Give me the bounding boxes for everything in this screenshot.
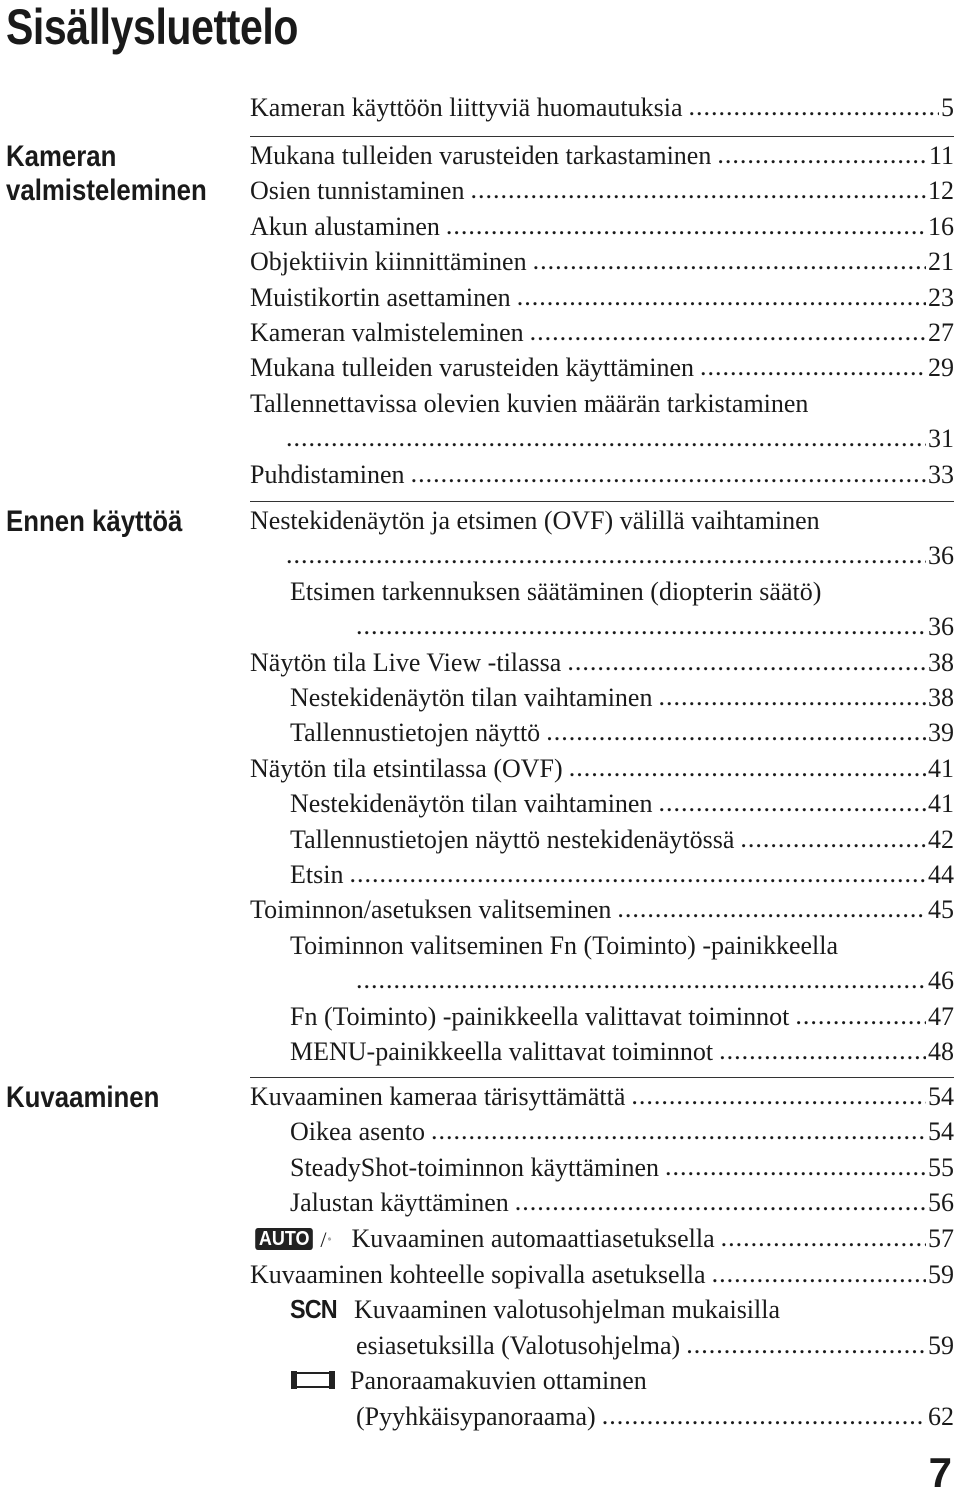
dot-leader — [567, 644, 926, 679]
dot-leader — [795, 998, 926, 1033]
entry-text: Kameran käyttöön liittyviä huomautuksia — [250, 93, 683, 122]
toc-entries — [250, 1079, 954, 1434]
toc-entry[interactable]: Jalustan käyttäminen ..... 56 — [250, 1185, 954, 1220]
flash-off-icon — [328, 1228, 331, 1250]
dot-leader — [431, 1113, 926, 1148]
dot-leader — [631, 1078, 926, 1113]
dot-leader — [286, 537, 926, 572]
scn-icon: SCN — [290, 1294, 337, 1325]
dot-leader — [356, 962, 926, 997]
section-label: Kuvaaminen — [6, 1081, 160, 1114]
dot-leader — [721, 1220, 926, 1255]
toc-entry[interactable]: Etsimen tarkennuksen säätäminen (diopterin säätö) ..... 36 — [250, 574, 954, 645]
dot-leader — [356, 608, 926, 643]
dot-leader — [740, 821, 926, 856]
dot-leader — [349, 856, 926, 891]
toc-entry[interactable]: Osien tunnistaminen ..... 12 — [250, 173, 954, 208]
dot-leader — [530, 314, 926, 349]
dot-leader — [517, 279, 926, 314]
toc-entry[interactable]: Tallennettavissa olevien kuvien määrän tarkistaminen ..... 31 — [250, 386, 954, 457]
toc-entry[interactable]: Kuvaaminen kohteelle sopivalla asetuksella ..... 59 — [250, 1257, 954, 1292]
toc-entry[interactable] — [250, 90, 954, 125]
page-title: Sisällysluettelo — [6, 0, 298, 55]
dot-leader — [411, 456, 926, 491]
dot-leader — [515, 1184, 926, 1219]
toc-entry[interactable]: Etsin ..... 44 — [250, 857, 954, 892]
toc-entry[interactable]: Kameran valmisteleminen ..... 27 — [250, 315, 954, 350]
toc-entry[interactable]: Mukana tulleiden varusteiden tarkastaminen ..... 11 — [250, 138, 954, 173]
toc-entry[interactable]: Tallennustietojen näyttö nestekidenäytössä ..... 42 — [250, 822, 954, 857]
toc-entry[interactable]: Muistikortin asettaminen ..... 23 — [250, 280, 954, 315]
dot-leader — [446, 208, 926, 243]
toc-entry[interactable]: SteadyShot-toiminnon käyttäminen ..... 55 — [250, 1150, 954, 1185]
toc-entry[interactable]: Näytön tila etsintilassa (OVF) ..... 41 — [250, 751, 954, 786]
toc-entry[interactable]: Puhdistaminen ..... 33 — [250, 457, 954, 492]
section-divider — [250, 501, 954, 502]
entry-page: 5 — [941, 93, 954, 122]
toc-entry[interactable]: Kuvaaminen kameraa tärisyttämättä ..... 54 — [250, 1079, 954, 1114]
toc-entry[interactable]: Nestekidenäytön tilan vaihtaminen ..... 41 — [250, 786, 954, 821]
toc-entry[interactable]: Oikea asento ..... 54 — [250, 1114, 954, 1149]
toc-entry[interactable]: Nestekidenäytön tilan vaihtaminen ..... 38 — [250, 680, 954, 715]
dot-leader — [286, 420, 926, 455]
dot-leader — [717, 137, 927, 172]
dot-leader — [719, 1033, 926, 1068]
toc-entry[interactable]: Fn (Toiminto) -painikkeella valittavat toiminnot ..... 47 — [250, 999, 954, 1034]
section-label: Kameran valmisteleminen — [6, 140, 207, 207]
toc-entry[interactable]: Akun alustaminen ..... 16 — [250, 209, 954, 244]
dot-leader — [686, 1327, 926, 1362]
icon-separator: / — [320, 1226, 327, 1252]
toc-entry[interactable]: Näytön tila Live View -tilassa ..... 38 — [250, 645, 954, 680]
page-number: 7 — [928, 1449, 952, 1496]
auto-mode-icon: AUTO — [255, 1228, 313, 1250]
dot-leader — [700, 349, 926, 384]
toc-entry[interactable]: MENU-painikkeella valittavat toiminnot ..... 48 — [250, 1034, 954, 1069]
dot-leader — [658, 785, 926, 820]
dot-leader — [658, 679, 926, 714]
toc-entry[interactable]: Mukana tulleiden varusteiden käyttäminen ..... 29 — [250, 350, 954, 385]
dot-leader — [617, 891, 926, 926]
section-label: Ennen käyttöä — [6, 505, 183, 538]
toc-entry[interactable]: SCN Kuvaaminen valotusohjelman mukaisilla esiasetuksilla (Valotusohjelma) ..... 59 — [250, 1292, 954, 1363]
toc-entries — [250, 138, 954, 492]
toc-entry[interactable]: Tallennustietojen näyttö ..... 39 — [250, 715, 954, 750]
dot-leader — [533, 243, 926, 278]
dot-leader — [546, 714, 926, 749]
toc-entry[interactable]: Nestekidenäytön ja etsimen (OVF) välillä vaihtaminen ..... 36 — [250, 503, 954, 574]
toc-entry[interactable]: Toiminnon/asetuksen valitseminen ..... 45 — [250, 892, 954, 927]
toc-entry[interactable]: Panoraamakuvien ottaminen (Pyyhkäisypanoraama) ..... 62 — [250, 1363, 954, 1434]
dot-leader — [602, 1398, 926, 1433]
dot-leader — [712, 1256, 926, 1291]
toc-entry[interactable]: Toiminnon valitseminen Fn (Toiminto) -painikkeella ..... 46 — [250, 928, 954, 999]
panorama-icon — [290, 1369, 336, 1391]
dot-leader — [569, 750, 926, 785]
toc-entry[interactable]: Objektiivin kiinnittäminen ..... 21 — [250, 244, 954, 279]
toc-entries — [250, 503, 954, 1070]
toc-entry[interactable]: AUTO / Kuvaaminen automaattiasetuksella ..... 57 — [250, 1221, 954, 1257]
dot-leader — [665, 1149, 926, 1184]
dot-leader — [689, 89, 939, 124]
dot-leader — [470, 172, 926, 207]
